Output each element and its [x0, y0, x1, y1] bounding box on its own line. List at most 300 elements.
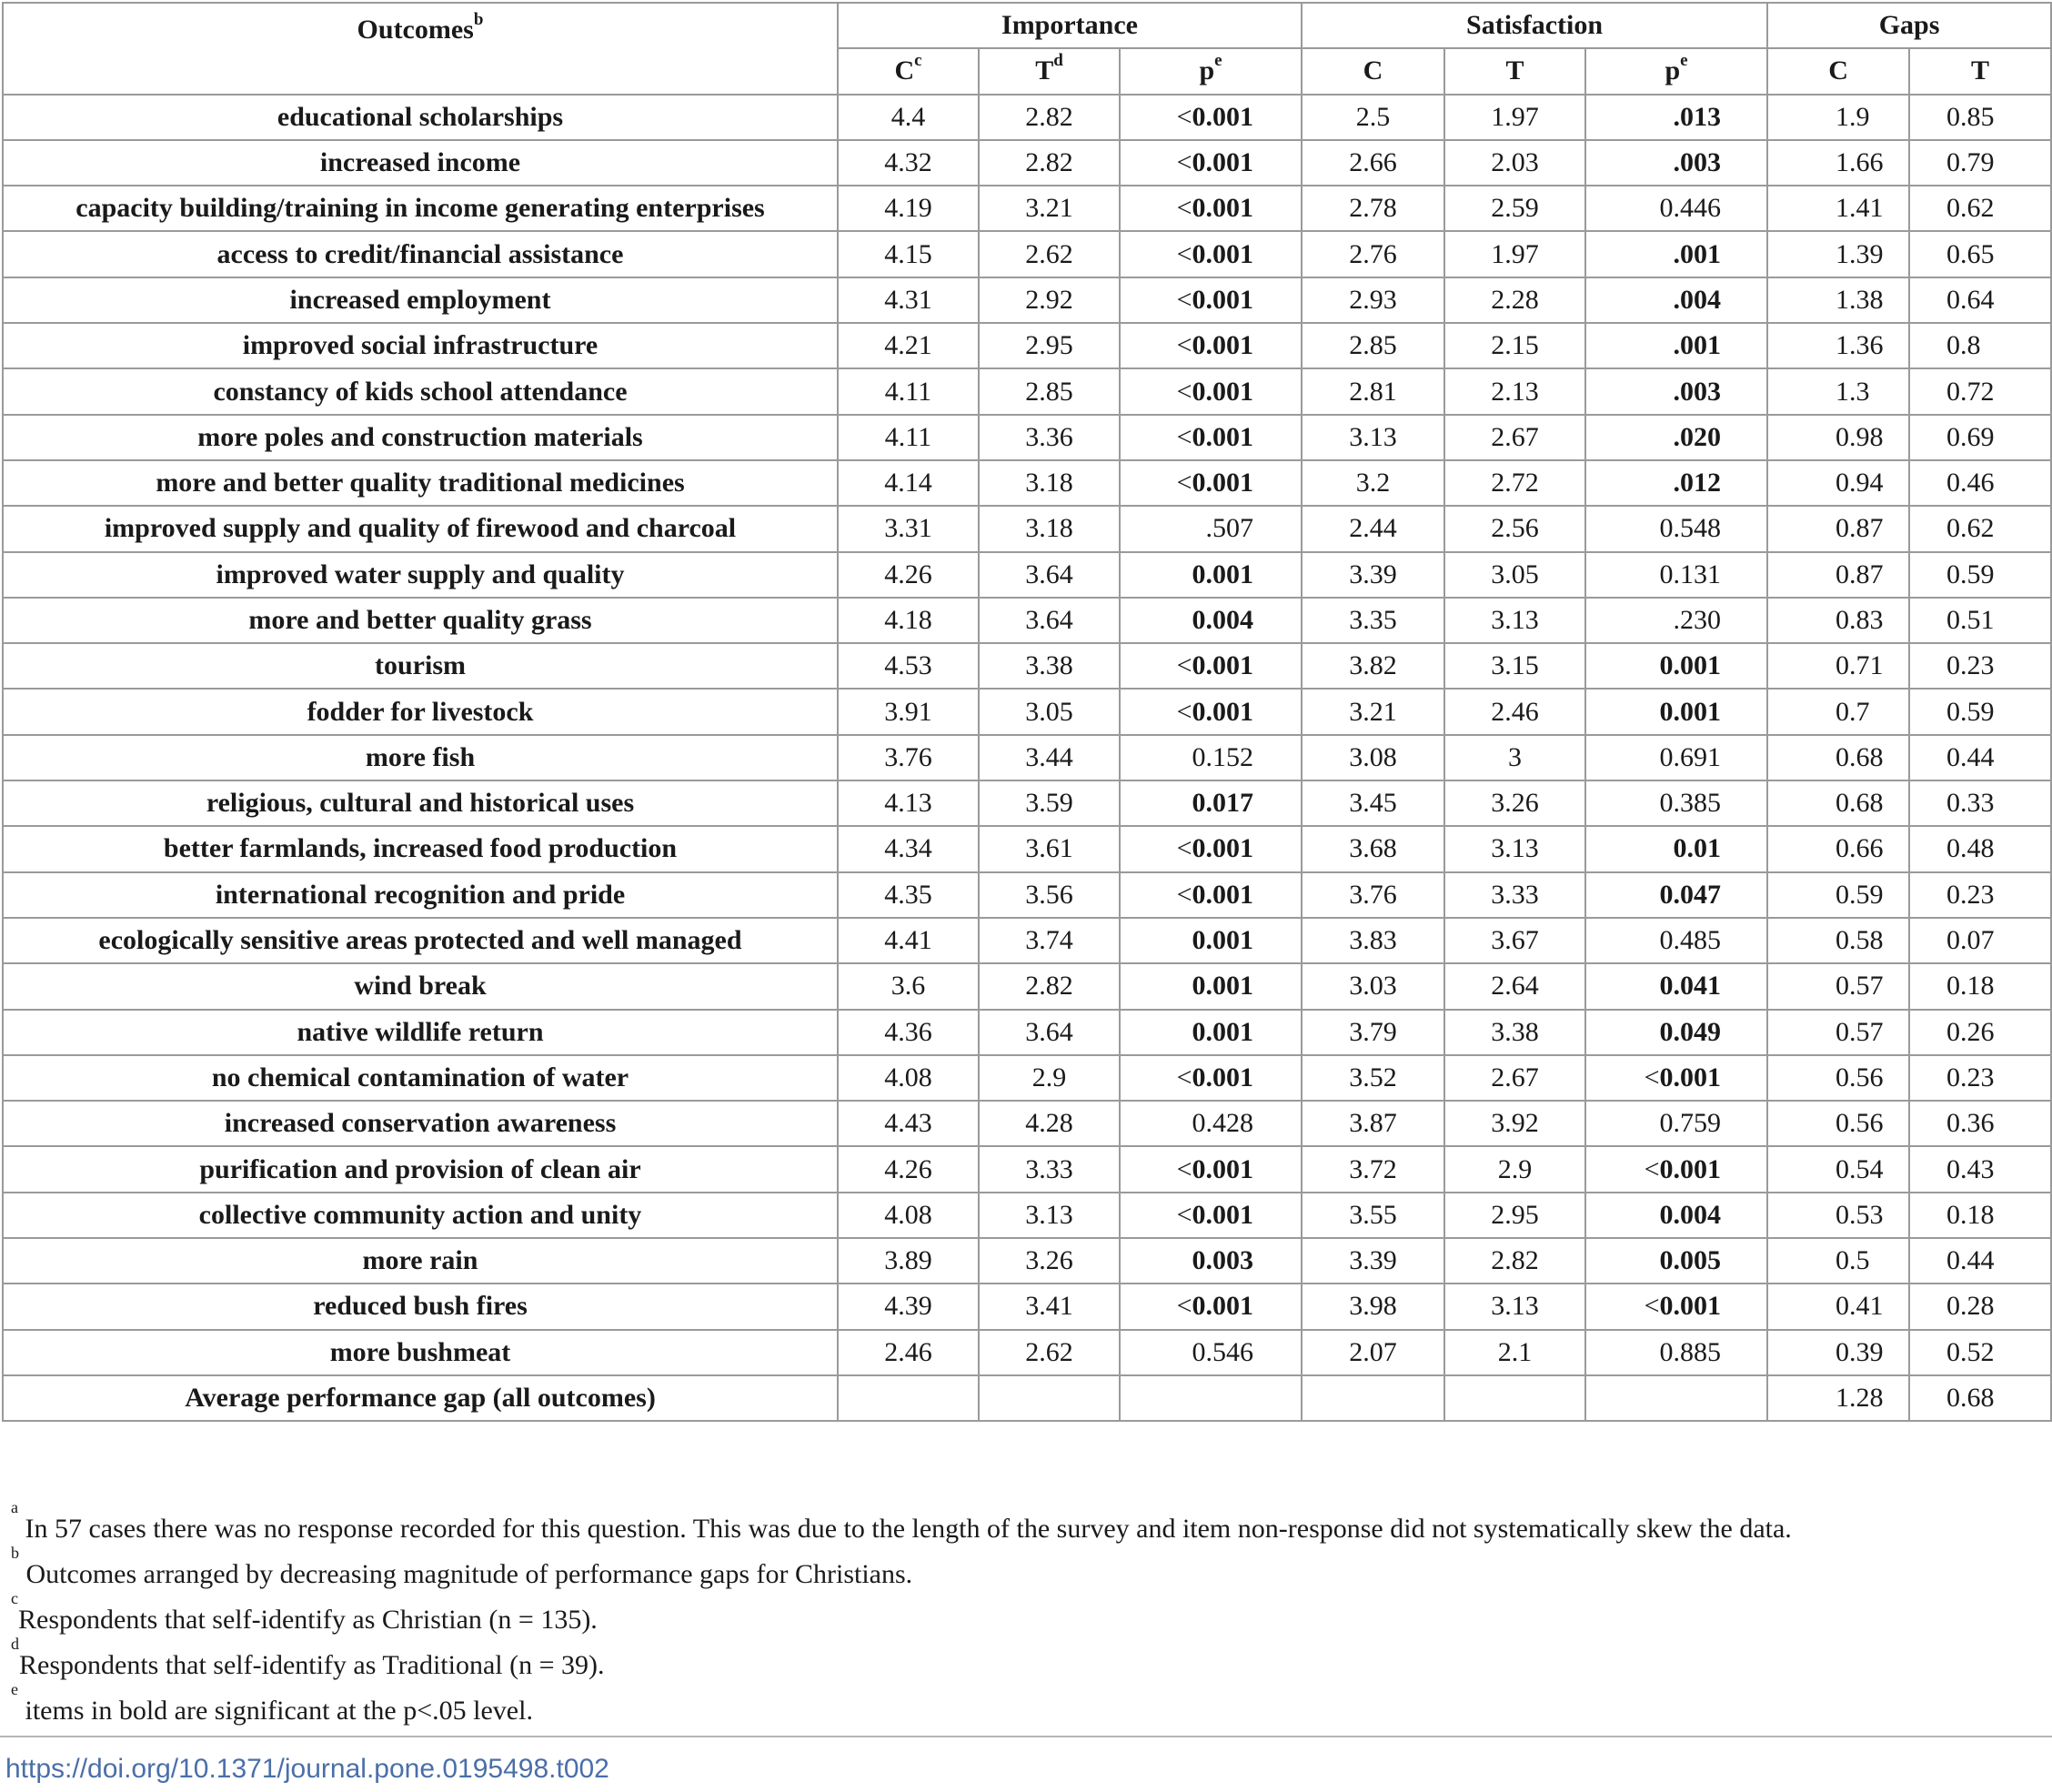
- satisfaction-t-cell: 2.82: [1444, 1238, 1585, 1284]
- satisfaction-p-cell: [1585, 186, 1767, 231]
- header-sat-t: T: [1444, 48, 1585, 94]
- satisfaction-c-cell: 2.44: [1302, 506, 1444, 551]
- table-row: [3, 368, 2051, 414]
- satisfaction-p-cell-value: 0.691: [1659, 741, 1722, 772]
- header-row-groups: [3, 3, 2051, 48]
- importance-t-cell: 3.74: [979, 918, 1120, 963]
- importance-p-cell-value: 0.001: [1192, 1016, 1254, 1047]
- table-row: [3, 1238, 2051, 1284]
- outcome-label: more and better quality traditional medicines: [3, 460, 838, 506]
- empty-cell: [979, 1375, 1120, 1421]
- satisfaction-p-cell: [1585, 1193, 1767, 1238]
- gap-t-cell: 0.62: [1909, 506, 2051, 551]
- importance-p-cell-value: 0.001: [1192, 1291, 1254, 1322]
- header-gap-c: C: [1767, 48, 1909, 94]
- satisfaction-p-cell-value: 0.049: [1659, 1016, 1722, 1047]
- gap-t-cell: 0.18: [1909, 1193, 2051, 1238]
- satisfaction-p-cell-value: 0.001: [1659, 1062, 1722, 1092]
- gap-t-cell: 0.65: [1909, 231, 2051, 277]
- table-row: [3, 780, 2051, 826]
- footnote-text: In 57 cases there was no response recorded for this question. This was due to the length of the survey and item non-response did not systematically skew the data.: [18, 1514, 1792, 1544]
- gap-t-cell: 0.33: [1909, 780, 2051, 826]
- gap-t-cell: 0.79: [1909, 140, 2051, 186]
- footnote-marker: d: [11, 1635, 19, 1653]
- importance-c-cell: 4.14: [838, 460, 979, 506]
- table-row: [3, 323, 2051, 368]
- importance-c-cell: 4.35: [838, 872, 979, 918]
- gap-t-cell: 0.07: [1909, 918, 2051, 963]
- table-row: [3, 231, 2051, 277]
- gap-c-cell: 0.68: [1767, 780, 1909, 826]
- satisfaction-c-cell: 3.35: [1302, 598, 1444, 643]
- table-body: [3, 95, 2051, 1422]
- importance-t-cell: 2.95: [979, 323, 1120, 368]
- satisfaction-p-cell-value: 0.004: [1659, 1199, 1722, 1230]
- satisfaction-c-cell: 3.68: [1302, 826, 1444, 871]
- empty-cell: [1302, 1375, 1444, 1421]
- importance-p-cell: [1120, 277, 1302, 323]
- importance-t-cell: 2.85: [979, 368, 1120, 414]
- importance-p-cell-value: 0.152: [1192, 741, 1254, 772]
- satisfaction-p-cell: [1585, 323, 1767, 368]
- gap-t-cell: 0.52: [1909, 1330, 2051, 1375]
- outcome-label: improved social infrastructure: [3, 323, 838, 368]
- satisfaction-p-cell-value: .020: [1673, 421, 1722, 452]
- importance-p-cell-value: 0.001: [1192, 193, 1254, 224]
- satisfaction-p-cell: [1585, 689, 1767, 734]
- satisfaction-t-cell: 2.56: [1444, 506, 1585, 551]
- gap-c-cell: 0.59: [1767, 872, 1909, 918]
- satisfaction-p-cell: [1585, 1055, 1767, 1101]
- less-than-symbol: <: [1176, 1199, 1192, 1230]
- gap-c-cell: 1.66: [1767, 140, 1909, 186]
- satisfaction-p-cell-value: .001: [1673, 238, 1722, 269]
- satisfaction-p-cell-value: 0.01: [1673, 833, 1722, 864]
- importance-p-cell: [1120, 552, 1302, 598]
- importance-p-cell-value: 0.017: [1192, 788, 1254, 819]
- header-sat-p-text: p: [1665, 55, 1681, 86]
- table-row: [3, 460, 2051, 506]
- importance-p-cell: [1120, 1330, 1302, 1375]
- less-than-symbol: <: [1176, 330, 1192, 361]
- satisfaction-t-cell: 3.13: [1444, 598, 1585, 643]
- importance-p-cell: [1120, 918, 1302, 963]
- satisfaction-c-cell: 3.03: [1302, 963, 1444, 1009]
- satisfaction-t-cell: 2.15: [1444, 323, 1585, 368]
- satisfaction-t-cell: 3.13: [1444, 826, 1585, 871]
- importance-c-cell: 3.89: [838, 1238, 979, 1284]
- importance-p-cell: [1120, 1146, 1302, 1192]
- less-than-symbol: <: [1176, 421, 1192, 452]
- importance-p-cell-value: 0.001: [1192, 879, 1254, 910]
- gap-c-cell: 0.56: [1767, 1101, 1909, 1146]
- less-than-symbol: <: [1176, 101, 1192, 132]
- satisfaction-p-cell-value: .001: [1673, 330, 1722, 361]
- outcome-label: collective community action and unity: [3, 1193, 838, 1238]
- less-than-symbol: <: [1176, 1062, 1192, 1092]
- footnote: [11, 1498, 1792, 1552]
- importance-t-cell: 3.33: [979, 1146, 1120, 1192]
- importance-t-cell: 2.82: [979, 95, 1120, 140]
- less-than-symbol: <: [1176, 468, 1192, 498]
- satisfaction-t-cell: 2.03: [1444, 140, 1585, 186]
- importance-p-cell: [1120, 1193, 1302, 1238]
- gap-t-cell: 0.48: [1909, 826, 2051, 871]
- header-satisfaction: Satisfaction: [1302, 3, 1767, 48]
- importance-c-cell: 4.08: [838, 1193, 979, 1238]
- header-sat-p-sup: e: [1680, 51, 1688, 71]
- importance-c-cell: 4.13: [838, 780, 979, 826]
- less-than-symbol: <: [1176, 879, 1192, 910]
- outcome-label: purification and provision of clean air: [3, 1146, 838, 1192]
- importance-p-cell-value: 0.001: [1192, 559, 1254, 589]
- importance-t-cell: 3.56: [979, 872, 1120, 918]
- footnote-text: Respondents that self-identify as Traditional (n = 39).: [19, 1650, 605, 1680]
- satisfaction-p-cell: [1585, 368, 1767, 414]
- importance-p-cell: [1120, 140, 1302, 186]
- less-than-symbol: <: [1176, 147, 1192, 178]
- empty-cell: [1444, 1375, 1585, 1421]
- satisfaction-c-cell: 3.45: [1302, 780, 1444, 826]
- importance-p-cell-value: 0.001: [1192, 101, 1254, 132]
- satisfaction-p-cell-value: .003: [1673, 147, 1722, 178]
- importance-p-cell-value: 0.546: [1192, 1336, 1254, 1367]
- outcome-label: access to credit/financial assistance: [3, 231, 838, 277]
- satisfaction-t-cell: 2.9: [1444, 1146, 1585, 1192]
- satisfaction-p-cell: [1585, 552, 1767, 598]
- gap-t-cell: 0.46: [1909, 460, 2051, 506]
- importance-p-cell-value: 0.001: [1192, 421, 1254, 452]
- outcome-label: increased conservation awareness: [3, 1101, 838, 1146]
- importance-t-cell: 2.82: [979, 140, 1120, 186]
- importance-c-cell: 4.34: [838, 826, 979, 871]
- importance-c-cell: 3.31: [838, 506, 979, 551]
- gap-c-cell: 0.87: [1767, 552, 1909, 598]
- importance-p-cell: [1120, 506, 1302, 551]
- header-outcomes-sup: b: [473, 10, 484, 29]
- satisfaction-c-cell: 3.08: [1302, 735, 1444, 780]
- outcome-label: constancy of kids school attendance: [3, 368, 838, 414]
- outcome-label: reduced bush fires: [3, 1284, 838, 1329]
- gap-t-cell: 0.26: [1909, 1010, 2051, 1055]
- table-row: [3, 415, 2051, 460]
- header-sat-p: [1585, 48, 1767, 94]
- importance-t-cell: 3.36: [979, 415, 1120, 460]
- outcome-label: capacity building/training in income generating enterprises: [3, 186, 838, 231]
- importance-p-cell: [1120, 323, 1302, 368]
- importance-t-cell: 3.21: [979, 186, 1120, 231]
- less-than-symbol: <: [1176, 650, 1192, 681]
- satisfaction-p-cell: [1585, 460, 1767, 506]
- importance-c-cell: 4.08: [838, 1055, 979, 1101]
- satisfaction-t-cell: 3.67: [1444, 918, 1585, 963]
- importance-p-cell: [1120, 95, 1302, 140]
- table-row: [3, 1101, 2051, 1146]
- gap-c-cell: 0.5: [1767, 1238, 1909, 1284]
- importance-c-cell: 3.91: [838, 689, 979, 734]
- gap-t-cell: 0.51: [1909, 598, 2051, 643]
- satisfaction-c-cell: 3.83: [1302, 918, 1444, 963]
- satisfaction-p-cell-value: 0.041: [1659, 971, 1722, 1002]
- table-row: [3, 963, 2051, 1009]
- importance-c-cell: 2.46: [838, 1330, 979, 1375]
- header-outcomes-text: Outcomes: [357, 15, 474, 45]
- gap-c-cell: 1.39: [1767, 231, 1909, 277]
- importance-c-cell: 4.11: [838, 415, 979, 460]
- importance-t-cell: 2.82: [979, 963, 1120, 1009]
- importance-t-cell: 4.28: [979, 1101, 1120, 1146]
- satisfaction-c-cell: 3.13: [1302, 415, 1444, 460]
- satisfaction-c-cell: 2.76: [1302, 231, 1444, 277]
- table-row: [3, 186, 2051, 231]
- importance-p-cell-value: 0.001: [1192, 833, 1254, 864]
- importance-c-cell: 4.11: [838, 368, 979, 414]
- outcome-label: fodder for livestock: [3, 689, 838, 734]
- satisfaction-p-cell: [1585, 643, 1767, 689]
- satisfaction-p-cell-value: 0.548: [1659, 513, 1722, 544]
- satisfaction-c-cell: 3.98: [1302, 1284, 1444, 1329]
- less-than-symbol: <: [1176, 193, 1192, 224]
- outcome-label: religious, cultural and historical uses: [3, 780, 838, 826]
- gap-c-cell: 0.58: [1767, 918, 1909, 963]
- satisfaction-p-cell: [1585, 1330, 1767, 1375]
- gap-t-cell: 0.43: [1909, 1146, 2051, 1192]
- gap-t-cell: 0.18: [1909, 963, 2051, 1009]
- header-imp-c-sup: c: [914, 51, 922, 71]
- importance-t-cell: 3.18: [979, 460, 1120, 506]
- less-than-symbol: <: [1644, 1153, 1660, 1184]
- importance-p-cell: [1120, 643, 1302, 689]
- satisfaction-c-cell: 3.87: [1302, 1101, 1444, 1146]
- importance-p-cell: [1120, 1101, 1302, 1146]
- satisfaction-t-cell: 2.46: [1444, 689, 1585, 734]
- gap-t-cell: 0.23: [1909, 872, 2051, 918]
- satisfaction-p-cell-value: .012: [1673, 468, 1722, 498]
- gap-t-cell: 0.69: [1909, 415, 2051, 460]
- satisfaction-c-cell: 3.39: [1302, 1238, 1444, 1284]
- less-than-symbol: <: [1176, 696, 1192, 727]
- outcome-label: improved water supply and quality: [3, 552, 838, 598]
- importance-c-cell: 4.15: [838, 231, 979, 277]
- importance-p-cell: [1120, 1238, 1302, 1284]
- table-row: [3, 1193, 2051, 1238]
- importance-p-cell-value: 0.428: [1192, 1108, 1254, 1139]
- empty-cell: [1585, 1375, 1767, 1421]
- gap-t-cell: 0.59: [1909, 689, 2051, 734]
- less-than-symbol: <: [1176, 376, 1192, 407]
- satisfaction-p-cell-value: 0.385: [1659, 788, 1722, 819]
- table-row: [3, 1330, 2051, 1375]
- satisfaction-p-cell: [1585, 1101, 1767, 1146]
- importance-p-cell-value: 0.001: [1192, 238, 1254, 269]
- importance-p-cell-value: 0.001: [1192, 925, 1254, 956]
- gap-c-cell: 0.57: [1767, 963, 1909, 1009]
- table-row: [3, 598, 2051, 643]
- importance-p-cell: [1120, 1284, 1302, 1329]
- importance-t-cell: 3.41: [979, 1284, 1120, 1329]
- importance-t-cell: 3.64: [979, 598, 1120, 643]
- importance-t-cell: 3.64: [979, 1010, 1120, 1055]
- satisfaction-p-cell-value: .013: [1673, 101, 1722, 132]
- importance-c-cell: 4.4: [838, 95, 979, 140]
- outcome-label: tourism: [3, 643, 838, 689]
- gap-t-cell: 0.44: [1909, 735, 2051, 780]
- table-row: [3, 95, 2051, 140]
- footnote: [11, 1635, 1792, 1688]
- satisfaction-c-cell: 3.72: [1302, 1146, 1444, 1192]
- satisfaction-c-cell: 2.66: [1302, 140, 1444, 186]
- table-row: [3, 1055, 2051, 1101]
- satisfaction-t-cell: 2.64: [1444, 963, 1585, 1009]
- satisfaction-p-cell: [1585, 95, 1767, 140]
- satisfaction-t-cell: 2.1: [1444, 1330, 1585, 1375]
- satisfaction-p-cell-value: 0.001: [1659, 1291, 1722, 1322]
- importance-p-cell: [1120, 1055, 1302, 1101]
- satisfaction-c-cell: 3.39: [1302, 552, 1444, 598]
- importance-p-cell: [1120, 598, 1302, 643]
- satisfaction-c-cell: 2.81: [1302, 368, 1444, 414]
- gap-c-cell: 0.98: [1767, 415, 1909, 460]
- table-header: [3, 3, 2051, 95]
- table-row: [3, 872, 2051, 918]
- importance-p-cell: [1120, 1010, 1302, 1055]
- table-row: [3, 1010, 2051, 1055]
- importance-c-cell: 3.6: [838, 963, 979, 1009]
- importance-t-cell: 3.38: [979, 643, 1120, 689]
- satisfaction-t-cell: 3.38: [1444, 1010, 1585, 1055]
- importance-p-cell-value: 0.001: [1192, 1153, 1254, 1184]
- satisfaction-t-cell: 3.15: [1444, 643, 1585, 689]
- table-row: [3, 643, 2051, 689]
- gap-c-cell: 0.41: [1767, 1284, 1909, 1329]
- satisfaction-p-cell-value: .004: [1673, 284, 1722, 315]
- footnote: [11, 1544, 1792, 1597]
- importance-p-cell: [1120, 963, 1302, 1009]
- outcome-label: ecologically sensitive areas protected and well managed: [3, 918, 838, 963]
- satisfaction-p-cell: [1585, 1146, 1767, 1192]
- outcome-label: better farmlands, increased food production: [3, 826, 838, 871]
- importance-p-cell-value: 0.004: [1192, 605, 1254, 635]
- satisfaction-c-cell: 3.55: [1302, 1193, 1444, 1238]
- importance-p-cell-value: 0.001: [1192, 147, 1254, 178]
- gap-c-cell: 0.54: [1767, 1146, 1909, 1192]
- satisfaction-t-cell: 2.95: [1444, 1193, 1585, 1238]
- header-imp-c-text: C: [894, 55, 915, 86]
- gap-c-cell: 0.57: [1767, 1010, 1909, 1055]
- outcome-label: wind break: [3, 963, 838, 1009]
- footnote: [11, 1589, 1792, 1643]
- doi-link[interactable]: https://doi.org/10.1371/journal.pone.0195498.t002: [5, 1754, 609, 1784]
- importance-p-cell-value: 0.001: [1192, 330, 1254, 361]
- importance-p-cell: [1120, 460, 1302, 506]
- less-than-symbol: <: [1176, 1291, 1192, 1322]
- gap-c-cell: 1.41: [1767, 186, 1909, 231]
- satisfaction-p-cell: [1585, 1238, 1767, 1284]
- satisfaction-p-cell: [1585, 872, 1767, 918]
- footnote-marker: c: [11, 1589, 18, 1607]
- importance-c-cell: 4.36: [838, 1010, 979, 1055]
- importance-t-cell: 3.44: [979, 735, 1120, 780]
- gap-t-cell: 0.28: [1909, 1284, 2051, 1329]
- header-outcomes: [3, 3, 838, 95]
- table-row: [3, 140, 2051, 186]
- importance-c-cell: 4.18: [838, 598, 979, 643]
- satisfaction-p-cell: [1585, 963, 1767, 1009]
- satisfaction-c-cell: 2.85: [1302, 323, 1444, 368]
- footnote-text: Respondents that self-identify as Christian (n = 135).: [18, 1605, 598, 1635]
- less-than-symbol: <: [1176, 238, 1192, 269]
- footnote-marker: b: [11, 1544, 19, 1562]
- satisfaction-p-cell: [1585, 506, 1767, 551]
- satisfaction-t-cell: 1.97: [1444, 231, 1585, 277]
- importance-p-cell-value: 0.001: [1192, 971, 1254, 1002]
- less-than-symbol: <: [1176, 1153, 1192, 1184]
- satisfaction-c-cell: 3.76: [1302, 872, 1444, 918]
- importance-c-cell: 3.76: [838, 735, 979, 780]
- header-imp-p-text: p: [1199, 55, 1215, 86]
- header-imp-p: [1120, 48, 1302, 94]
- importance-c-cell: 4.19: [838, 186, 979, 231]
- satisfaction-p-cell-value: 0.001: [1659, 650, 1722, 681]
- satisfaction-p-cell-value: 0.001: [1659, 1153, 1722, 1184]
- header-imp-t-sup: d: [1053, 51, 1063, 71]
- satisfaction-p-cell: [1585, 918, 1767, 963]
- table-row: [3, 689, 2051, 734]
- satisfaction-c-cell: 2.07: [1302, 1330, 1444, 1375]
- header-importance: Importance: [838, 3, 1302, 48]
- gap-c-cell: 0.56: [1767, 1055, 1909, 1101]
- average-row: [3, 1375, 2051, 1421]
- importance-p-cell: [1120, 872, 1302, 918]
- table-row: [3, 735, 2051, 780]
- footnote-marker: e: [11, 1680, 18, 1698]
- satisfaction-t-cell: 3.05: [1444, 552, 1585, 598]
- footnote-text: items in bold are significant at the p<.05 level.: [18, 1696, 533, 1726]
- table-row: [3, 826, 2051, 871]
- satisfaction-t-cell: 2.28: [1444, 277, 1585, 323]
- importance-p-cell: [1120, 735, 1302, 780]
- satisfaction-p-cell: [1585, 826, 1767, 871]
- importance-t-cell: 2.62: [979, 231, 1120, 277]
- satisfaction-t-cell: 2.67: [1444, 415, 1585, 460]
- gap-t-cell: 0.44: [1909, 1238, 2051, 1284]
- gap-c-cell: 1.3: [1767, 368, 1909, 414]
- satisfaction-c-cell: 2.5: [1302, 95, 1444, 140]
- satisfaction-t-cell: 2.67: [1444, 1055, 1585, 1101]
- gap-t-cell: 0.8: [1909, 323, 2051, 368]
- importance-t-cell: 2.9: [979, 1055, 1120, 1101]
- satisfaction-c-cell: 3.79: [1302, 1010, 1444, 1055]
- less-than-symbol: <: [1644, 1291, 1660, 1322]
- importance-p-cell-value: 0.001: [1192, 696, 1254, 727]
- gap-t-cell: 0.23: [1909, 1055, 2051, 1101]
- average-gap-c: 1.28: [1767, 1375, 1909, 1421]
- gap-c-cell: 0.94: [1767, 460, 1909, 506]
- gap-c-cell: 1.9: [1767, 95, 1909, 140]
- satisfaction-p-cell-value: 0.005: [1659, 1245, 1722, 1276]
- gap-t-cell: 0.72: [1909, 368, 2051, 414]
- satisfaction-t-cell: 3.92: [1444, 1101, 1585, 1146]
- outcome-label: international recognition and pride: [3, 872, 838, 918]
- importance-c-cell: 4.21: [838, 323, 979, 368]
- satisfaction-p-cell-value: 0.131: [1659, 559, 1722, 589]
- importance-p-cell: [1120, 826, 1302, 871]
- satisfaction-p-cell: [1585, 1010, 1767, 1055]
- header-imp-c: [838, 48, 979, 94]
- satisfaction-t-cell: 3.13: [1444, 1284, 1585, 1329]
- importance-c-cell: 4.43: [838, 1101, 979, 1146]
- header-imp-t: [979, 48, 1120, 94]
